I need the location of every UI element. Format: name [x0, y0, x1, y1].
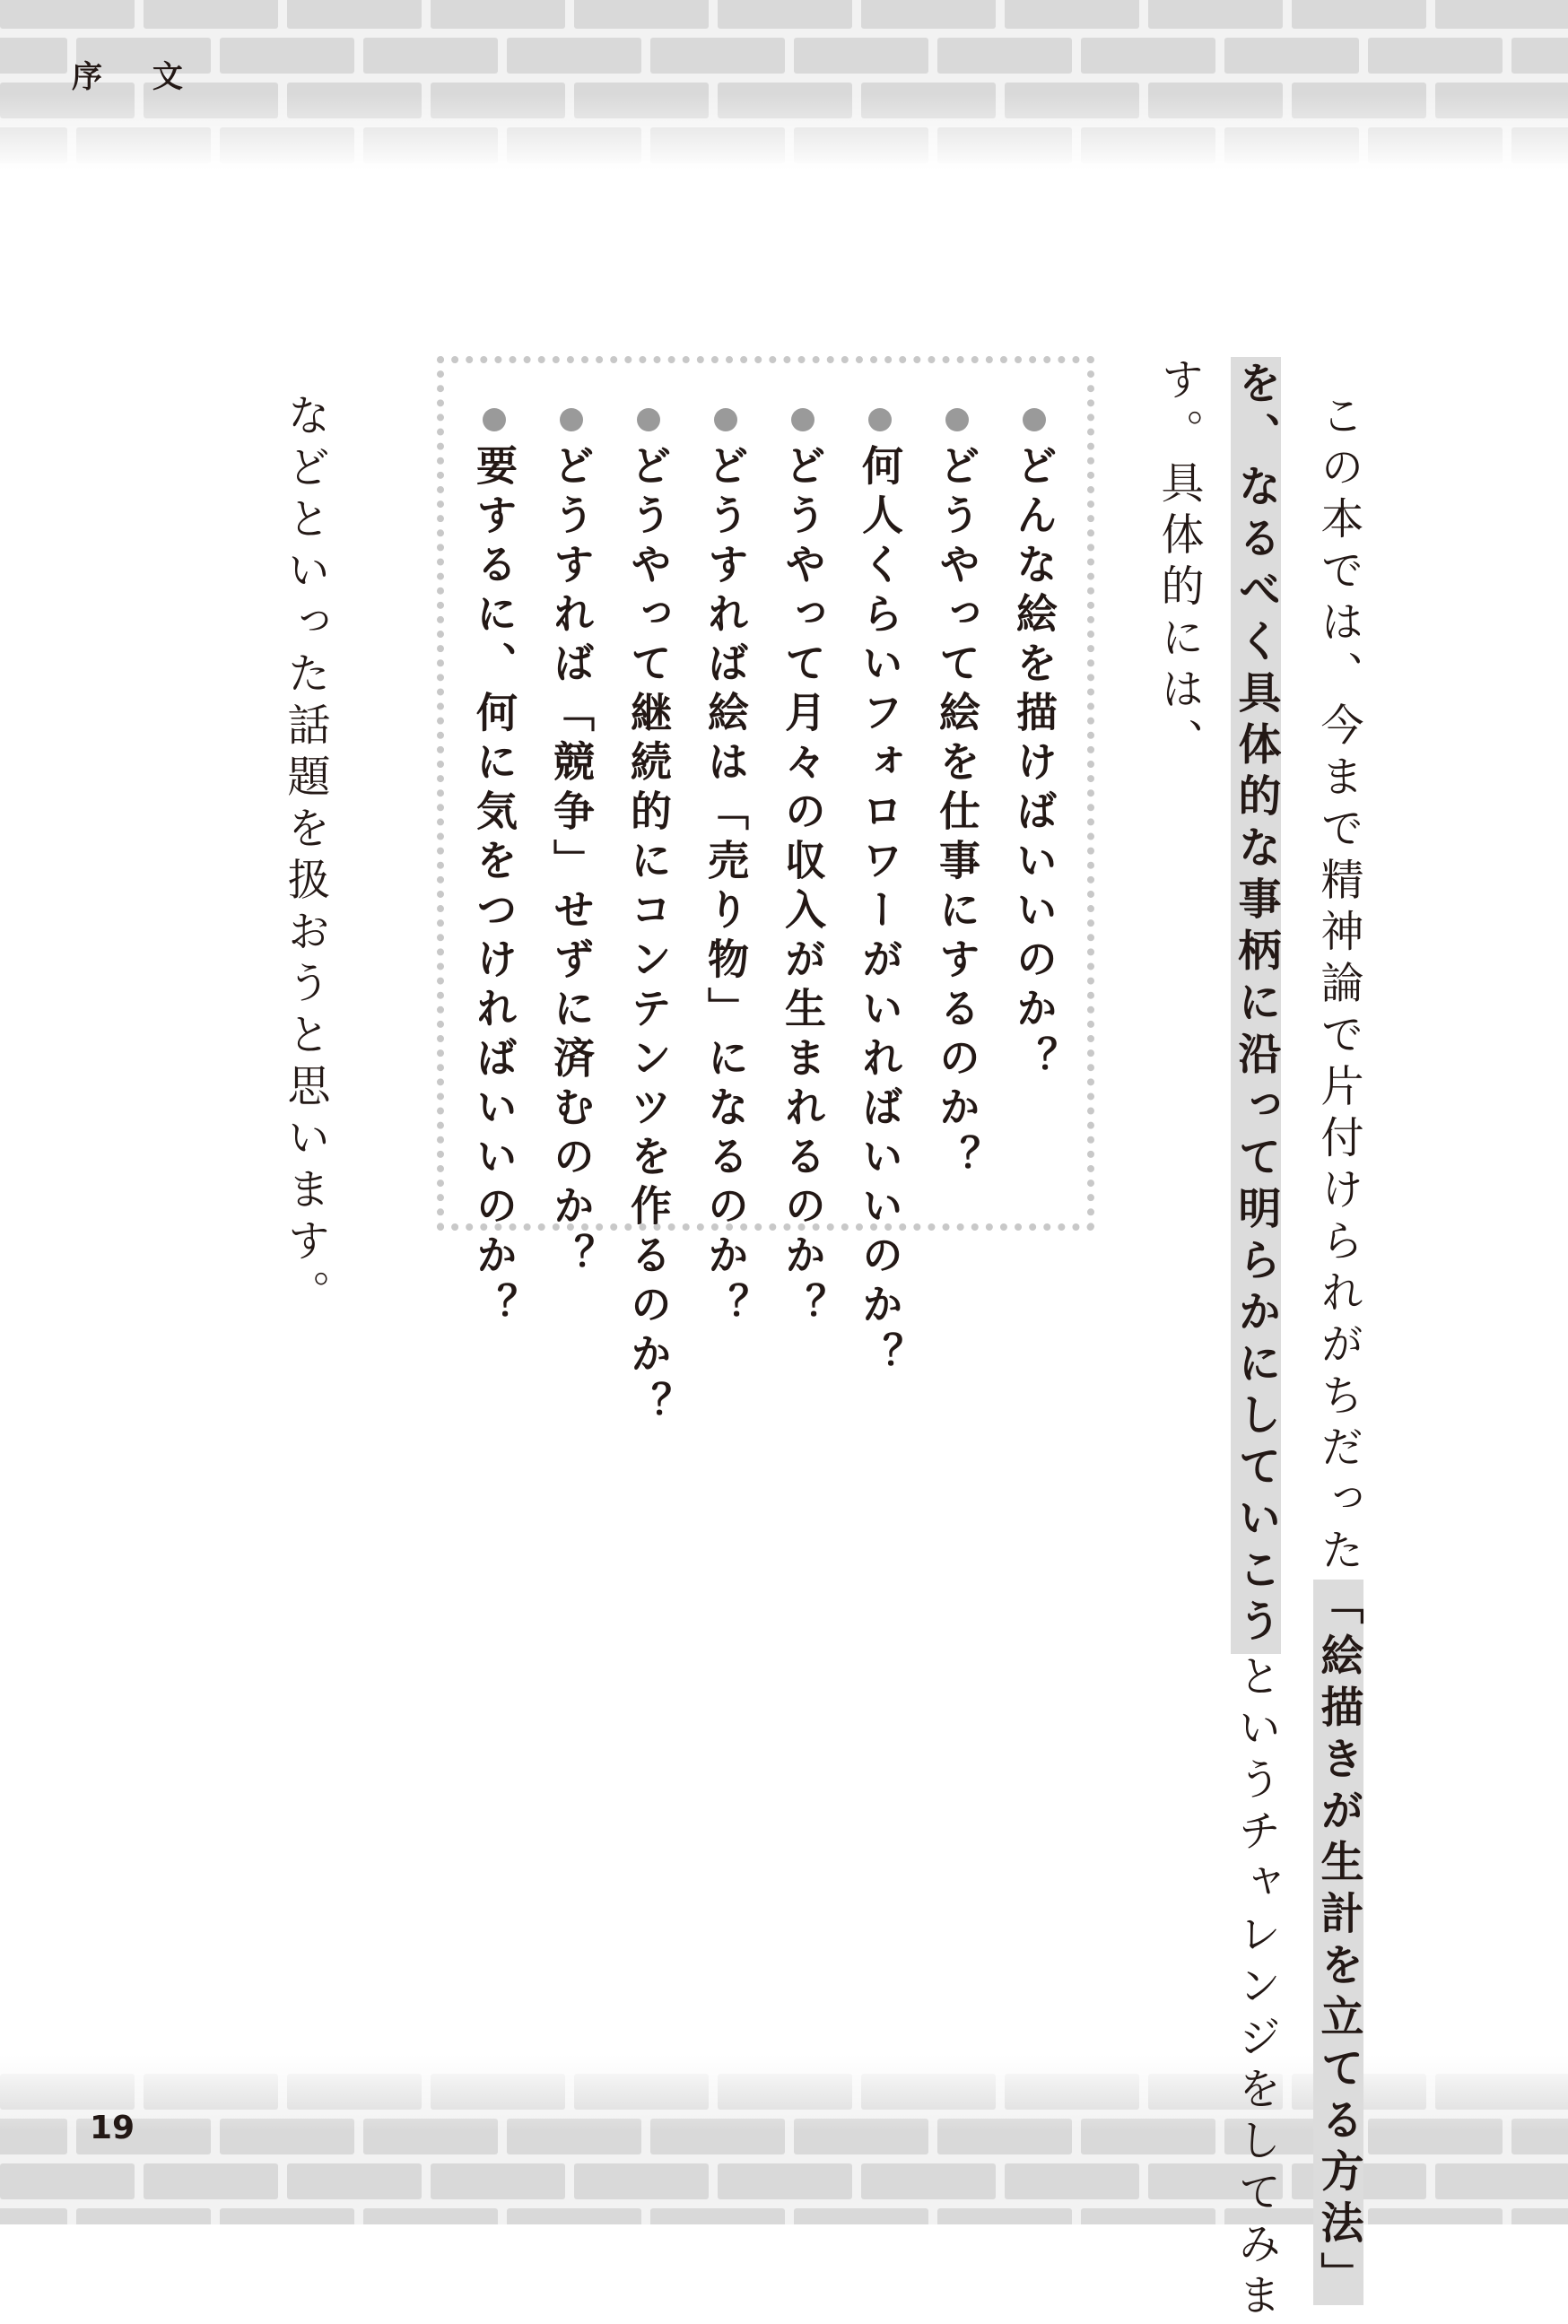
bullet-icon	[483, 408, 506, 431]
bullet-icon	[868, 408, 892, 431]
bullet-icon	[1023, 408, 1046, 431]
question-text: どんな絵を描けばいいのか？	[1010, 444, 1058, 1085]
closing-line: などといった話題を扱おうと思います。	[283, 393, 327, 1321]
question-text: どうすれば「競争」せずに済むのか？	[547, 444, 596, 1283]
header-brick-band	[0, 0, 1568, 170]
question-item	[859, 408, 901, 1381]
bullet-icon	[714, 408, 737, 431]
question-item	[474, 408, 515, 1332]
question-text: 要するに、何に気をつければいいのか？	[470, 444, 518, 1332]
question-item	[705, 408, 746, 1332]
intro-line-1-text: この本では、今まで精神論で片付けられがちだった	[1313, 393, 1363, 1580]
question-text: 何人くらいフォロワーがいればいいのか？	[856, 444, 904, 1381]
question-text: どうやって絵を仕事にするのか？	[933, 444, 981, 1184]
bullet-icon	[637, 408, 660, 431]
intro-line-2-text: というチャレンジをしてみま	[1231, 1654, 1281, 2324]
highlighted-title-phrase: 「絵描きが生計を立てる方法」	[1313, 1580, 1363, 2305]
page-number: 19	[90, 2110, 135, 2146]
question-item	[551, 408, 592, 1283]
bullet-icon	[945, 408, 969, 431]
question-item	[936, 408, 978, 1184]
intro-line-1	[1317, 393, 1360, 2305]
intro-line-3: す。具体的には、	[1157, 357, 1200, 770]
question-item	[782, 408, 823, 1332]
question-item	[1014, 408, 1055, 1085]
brick-pattern-top	[0, 0, 1568, 170]
bullet-icon	[560, 408, 583, 431]
question-list-box	[437, 356, 1094, 1231]
question-item	[628, 408, 669, 1431]
bullet-icon	[791, 408, 814, 431]
question-text: どうやって月々の収入が生まれるのか？	[779, 444, 827, 1332]
question-text: どうやって継続的にコンテンツを作るのか？	[624, 444, 673, 1431]
intro-line-2	[1234, 357, 1277, 2324]
question-text: どうすれば絵は「売り物」になるのか？	[701, 444, 750, 1332]
highlighted-key-phrase: を、なるべく具体的な事柄に沿って明らかにしていこう	[1231, 357, 1281, 1654]
running-head: 序 文	[72, 52, 203, 96]
